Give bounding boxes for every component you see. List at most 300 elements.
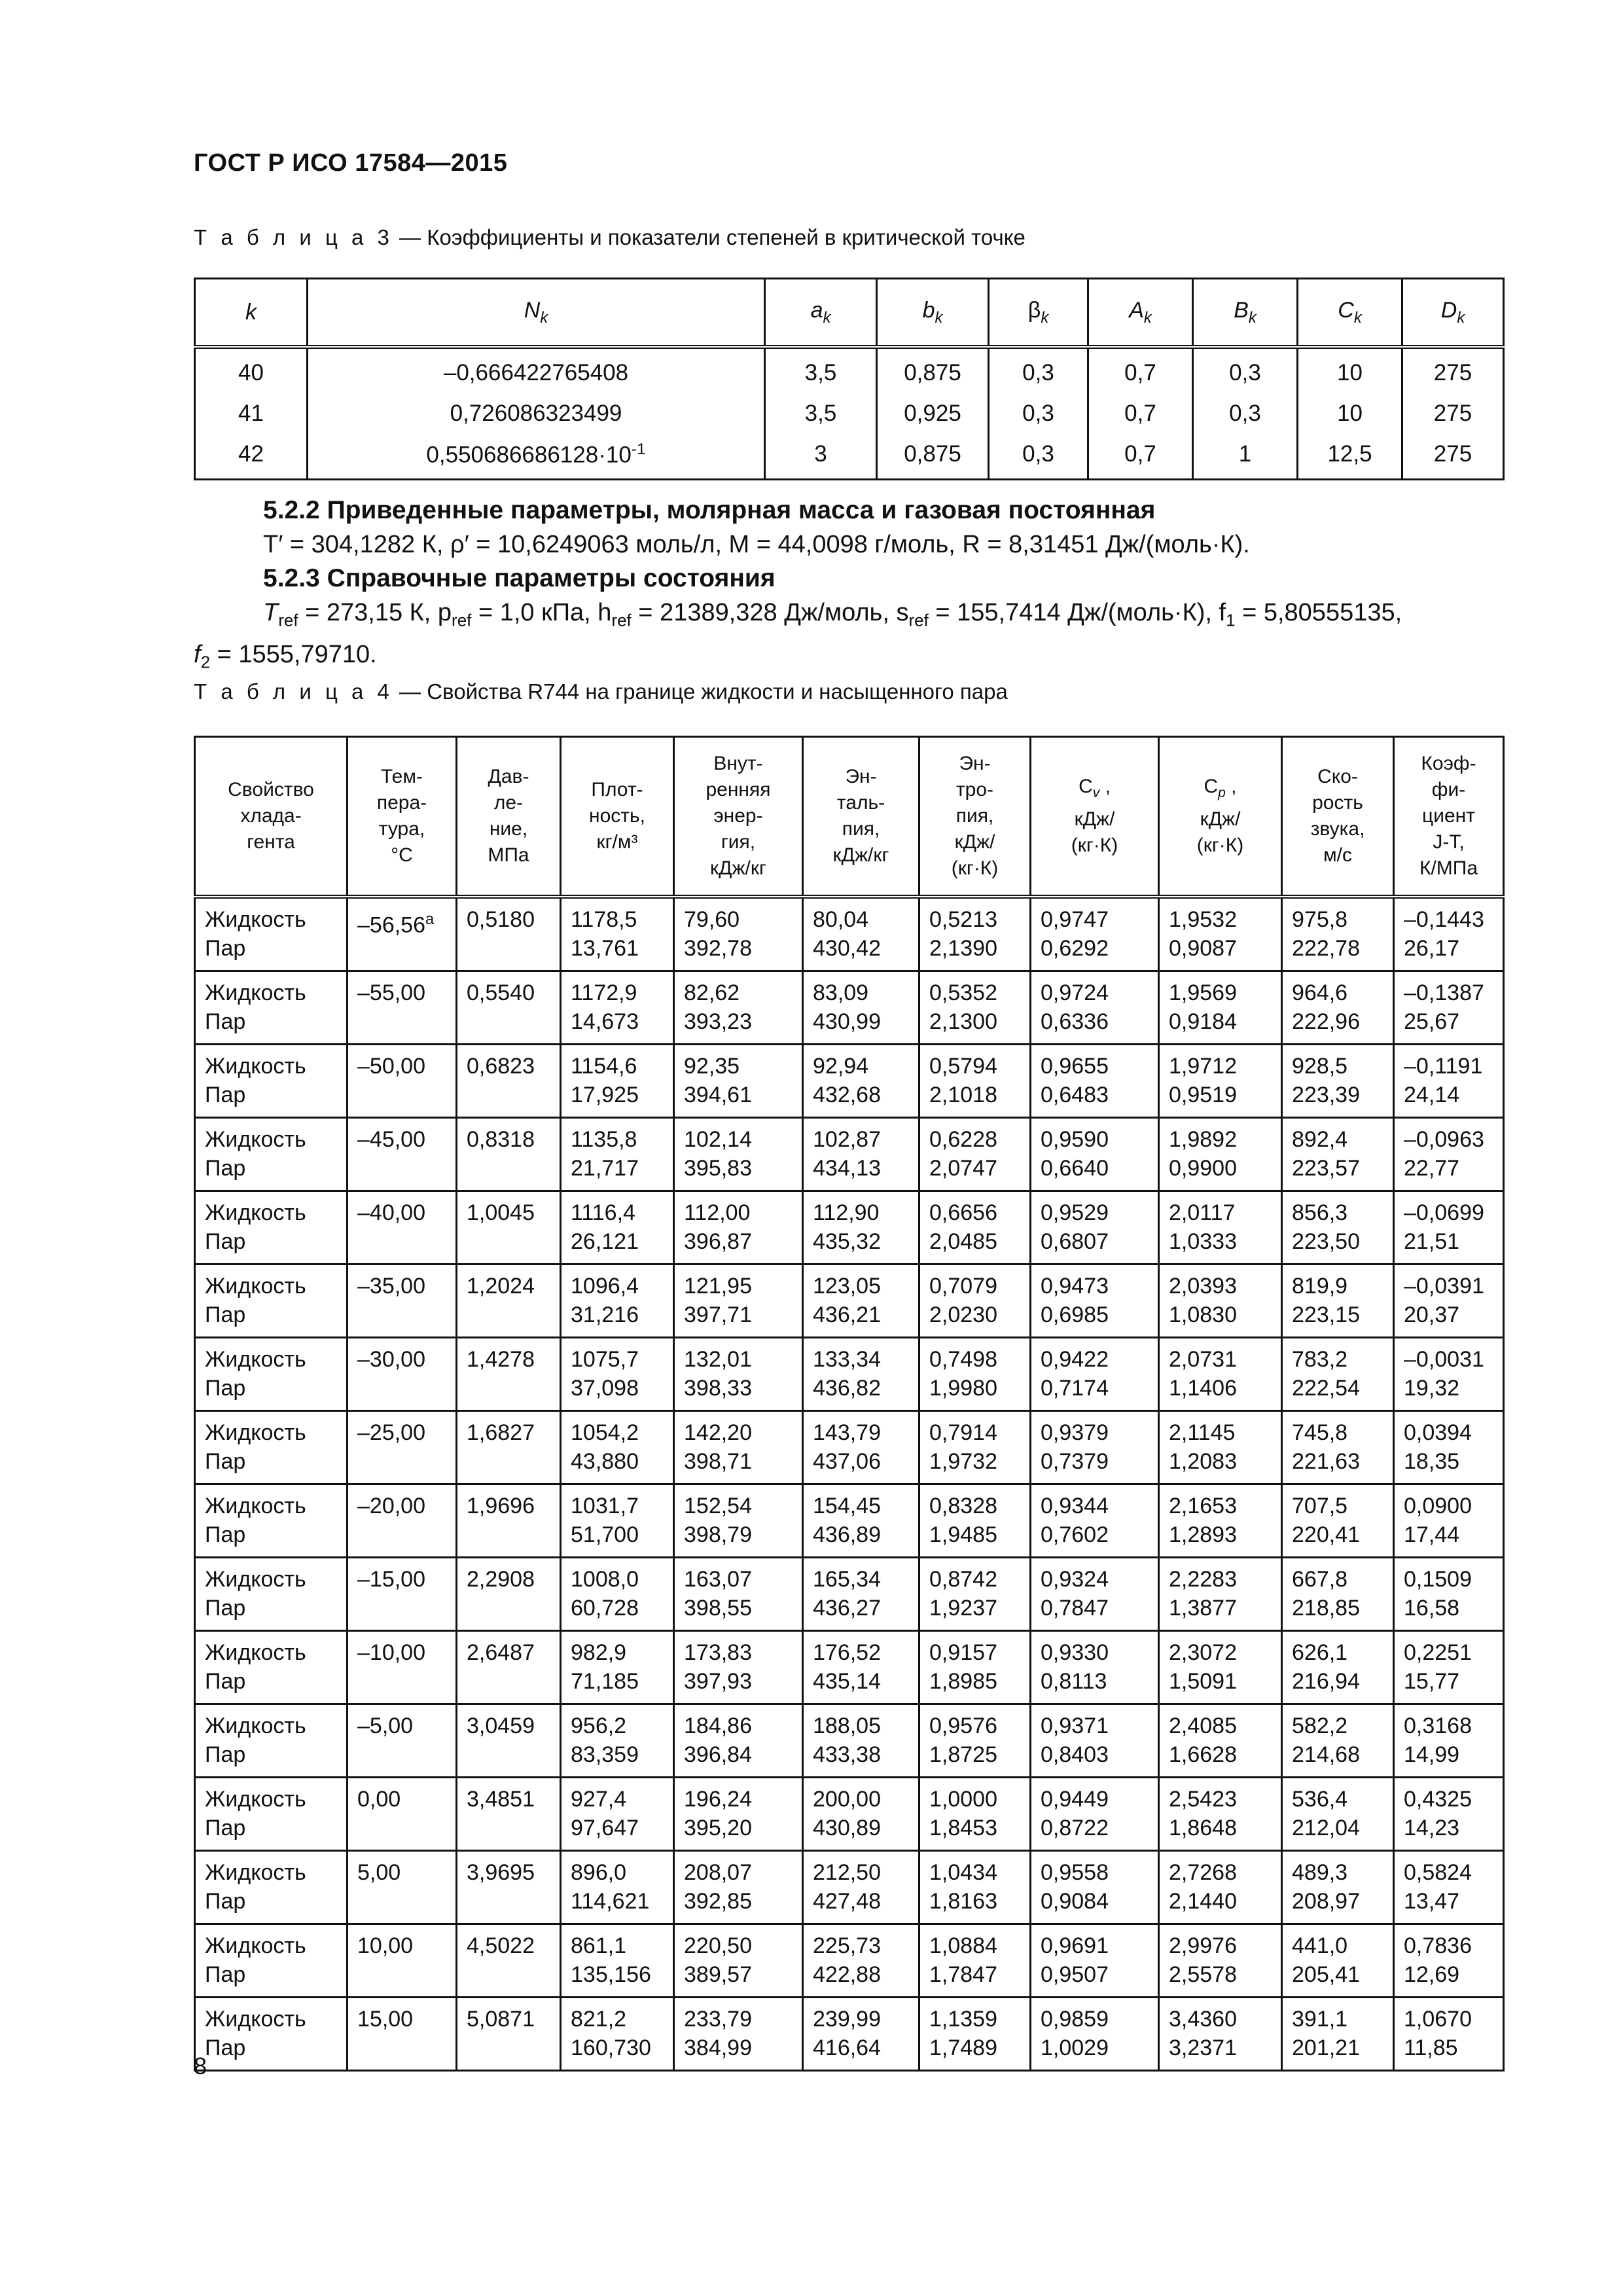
header-sound-speed <box>1282 737 1394 897</box>
sub-ref-h: ref <box>611 610 632 630</box>
rho-cell <box>561 1998 674 2071</box>
table-cell: 10 <box>1298 393 1402 434</box>
table-row <box>195 971 1504 1045</box>
u-vapor-value: 396,84 <box>684 1742 752 1767</box>
rho-liquid-value: 1008,0 <box>571 1567 639 1592</box>
temperature-value: 15,00 <box>357 2007 414 2032</box>
rho-cell <box>561 1484 674 1558</box>
jt-vapor-value: 15,77 <box>1404 1669 1460 1694</box>
state-cell <box>195 1998 348 2071</box>
state-cell <box>195 1558 348 1631</box>
u-vapor-value: 398,33 <box>684 1376 752 1401</box>
pressure-cell: 0,5540 <box>457 971 561 1045</box>
u-liquid-value: 79,60 <box>684 907 740 932</box>
header-line: Коэф- <box>1421 753 1476 774</box>
cv-cell <box>1031 1558 1159 1631</box>
jt-liquid-value: –0,0699 <box>1404 1200 1484 1225</box>
jt-vapor-value: 17,44 <box>1404 1522 1460 1547</box>
cp-liquid-value: 1,9892 <box>1169 1127 1237 1152</box>
header-line: энер- <box>713 805 763 827</box>
u-liquid-value: 173,83 <box>684 1640 752 1665</box>
header-C: C <box>1338 297 1354 323</box>
cv-liquid-value: 0,9473 <box>1041 1274 1109 1299</box>
s-vapor-value: 1,7489 <box>929 2036 997 2060</box>
w-cell <box>1282 1191 1394 1265</box>
pressure-cell: 0,8318 <box>457 1118 561 1191</box>
rho-vapor-value: 114,621 <box>571 1889 650 1914</box>
rho-vapor-value: 14,673 <box>571 1009 639 1034</box>
state-vapor: Пар <box>205 1302 246 1327</box>
header-line: пия, <box>842 818 880 840</box>
s-cell <box>919 971 1031 1045</box>
state-cell <box>195 1191 348 1265</box>
s-liquid-value: 0,6656 <box>929 1200 997 1225</box>
jt-vapor-value: 25,67 <box>1404 1009 1460 1034</box>
text-t: = 273,15 К, p <box>298 599 452 626</box>
cv-vapor-value: 1,0029 <box>1041 2036 1109 2060</box>
header-A: A <box>1129 297 1144 323</box>
h-vapor-value: 430,89 <box>813 1816 881 1840</box>
h-vapor-value: 430,99 <box>813 1009 881 1034</box>
s-vapor-value: 1,9237 <box>929 1596 997 1621</box>
table-cell: 0,7 <box>1088 347 1193 393</box>
rho-cell <box>561 1778 674 1851</box>
jt-liquid-value: 0,2251 <box>1404 1640 1472 1665</box>
jt-cell <box>1394 1924 1504 1998</box>
rho-liquid-value: 927,4 <box>571 1787 627 1812</box>
s-liquid-value: 0,9157 <box>929 1640 997 1665</box>
cp-vapor-value: 1,0333 <box>1169 1229 1237 1254</box>
rho-cell <box>561 1924 674 1998</box>
h-cell <box>803 1851 919 1924</box>
s-liquid-value: 0,8742 <box>929 1567 997 1592</box>
jt-liquid-value: 1,0670 <box>1404 2007 1472 2032</box>
w-liquid-value: 975,8 <box>1292 907 1348 932</box>
temperature-cell <box>348 971 457 1045</box>
cp-cell <box>1159 1998 1282 2071</box>
w-liquid-value: 626,1 <box>1292 1640 1348 1665</box>
temperature-cell <box>348 1998 457 2071</box>
rho-vapor-value: 37,098 <box>571 1376 639 1401</box>
cv-liquid-value: 0,9324 <box>1041 1567 1109 1592</box>
state-cell <box>195 1118 348 1191</box>
cp-vapor-value: 1,2893 <box>1169 1522 1237 1547</box>
table-cell: 0,3 <box>989 347 1088 393</box>
cp-liquid-value: 2,1653 <box>1169 1494 1237 1518</box>
jt-liquid-value: –0,1443 <box>1404 907 1484 932</box>
rho-vapor-value: 97,647 <box>571 1816 639 1840</box>
table-row <box>195 1045 1504 1118</box>
state-liquid: Жидкость <box>205 1787 306 1812</box>
cp-vapor-value: 1,1406 <box>1169 1376 1237 1401</box>
jt-liquid-value: –0,0391 <box>1404 1274 1484 1299</box>
header-line: ренняя <box>705 779 771 800</box>
w-liquid-value: 745,8 <box>1292 1420 1348 1445</box>
temperature-cell <box>348 1851 457 1924</box>
state-cell <box>195 1631 348 1704</box>
h-liquid-value: 200,00 <box>813 1787 881 1812</box>
table-row <box>195 1338 1504 1411</box>
h-liquid-value: 154,45 <box>813 1494 881 1518</box>
w-liquid-value: 707,5 <box>1292 1494 1348 1518</box>
jt-vapor-value: 14,99 <box>1404 1742 1460 1767</box>
cp-vapor-value: 2,5578 <box>1169 1962 1237 1987</box>
s-liquid-value: 1,1359 <box>929 2007 997 2032</box>
header-cv <box>1031 737 1159 897</box>
jt-cell <box>1394 897 1504 971</box>
s-cell <box>919 1631 1031 1704</box>
rho-vapor-value: 71,185 <box>571 1669 639 1694</box>
header-internal-energy <box>674 737 803 897</box>
temperature-value: –35,00 <box>357 1274 425 1299</box>
w-vapor-value: 216,94 <box>1292 1669 1360 1694</box>
table-row <box>195 1924 1504 1998</box>
header-pressure <box>457 737 561 897</box>
h-liquid-value: 123,05 <box>813 1274 881 1299</box>
document-header: ГОСТ Р ИСО 17584—2015 <box>194 149 508 177</box>
cp-cell <box>1159 1778 1282 1851</box>
cv-liquid-value: 0,9344 <box>1041 1494 1109 1518</box>
h-cell <box>803 1265 919 1338</box>
header-line: Ско- <box>1317 766 1358 787</box>
w-vapor-value: 208,97 <box>1292 1889 1360 1914</box>
u-cell <box>674 1851 803 1924</box>
table-cell: 0,3 <box>1193 393 1298 434</box>
rho-liquid-value: 896,0 <box>571 1860 627 1885</box>
u-liquid-value: 163,07 <box>684 1567 752 1592</box>
temperature-cell <box>348 1778 457 1851</box>
table3-col-b <box>877 279 989 348</box>
jt-cell <box>1394 971 1504 1045</box>
w-vapor-value: 218,85 <box>1292 1596 1360 1621</box>
header-line: хлада- <box>240 805 302 827</box>
header-line: гия, <box>721 831 756 853</box>
header-line: К/МПа <box>1419 857 1478 879</box>
jt-vapor-value: 14,23 <box>1404 1816 1460 1840</box>
u-vapor-value: 395,20 <box>684 1816 752 1840</box>
jt-cell <box>1394 1265 1504 1338</box>
pressure-cell: 4,5022 <box>457 1924 561 1998</box>
s-liquid-value: 0,6228 <box>929 1127 997 1152</box>
u-vapor-value: 393,23 <box>684 1009 752 1034</box>
u-vapor-value: 398,71 <box>684 1449 752 1474</box>
u-liquid-value: 220,50 <box>684 1933 752 1958</box>
state-liquid: Жидкость <box>205 980 306 1005</box>
header-beta: β <box>1027 297 1041 323</box>
n42-mantissa: 0,550686686128·10 <box>426 442 632 468</box>
h-vapor-value: 436,82 <box>813 1376 881 1401</box>
s-liquid-value: 0,9576 <box>929 1713 997 1738</box>
cp-cell <box>1159 1484 1282 1558</box>
rho-cell <box>561 1338 674 1411</box>
s-liquid-value: 0,8328 <box>929 1494 997 1518</box>
rho-liquid-value: 1172,9 <box>571 980 637 1005</box>
state-liquid: Жидкость <box>205 1274 306 1299</box>
u-liquid-value: 184,86 <box>684 1713 752 1738</box>
u-liquid-value: 112,00 <box>684 1200 751 1225</box>
state-vapor: Пар <box>205 1889 246 1914</box>
s-cell <box>919 1778 1031 1851</box>
table4-caption-prefix: Т а б л и ц а 4 <box>194 679 393 704</box>
state-vapor: Пар <box>205 2036 246 2060</box>
table-row <box>195 1265 1504 1338</box>
s-liquid-value: 0,5352 <box>929 980 997 1005</box>
pressure-cell: 1,9696 <box>457 1484 561 1558</box>
cv-cell <box>1031 1998 1159 2071</box>
pressure-cell: 0,5180 <box>457 897 561 971</box>
w-vapor-value: 214,68 <box>1292 1742 1360 1767</box>
cp-liquid-value: 1,9532 <box>1169 907 1237 932</box>
table3-col-C <box>1298 279 1402 348</box>
h-liquid-value: 165,34 <box>813 1567 881 1592</box>
temperature-value: 5,00 <box>357 1860 401 1885</box>
temperature-value: –50,00 <box>357 1054 425 1079</box>
rho-liquid-value: 861,1 <box>571 1933 627 1958</box>
state-liquid: Жидкость <box>205 1200 306 1225</box>
table3-col-D <box>1402 279 1504 348</box>
w-liquid-value: 536,4 <box>1292 1787 1348 1812</box>
table-cell: 0,7 <box>1088 393 1193 434</box>
header-line: ле- <box>493 792 524 814</box>
u-cell <box>674 1191 803 1265</box>
table-cell: 0,3 <box>989 393 1088 434</box>
state-liquid: Жидкость <box>205 1933 306 1958</box>
table-cell: 3,5 <box>765 393 877 434</box>
header-n: N <box>524 297 541 323</box>
table-cell: 0,925 <box>877 393 989 434</box>
temperature-cell <box>348 1191 457 1265</box>
state-vapor: Пар <box>205 1449 246 1474</box>
u-vapor-value: 398,79 <box>684 1522 752 1547</box>
table4-header-row <box>195 737 1504 897</box>
header-enthalpy <box>803 737 919 897</box>
rho-cell <box>561 1704 674 1778</box>
jt-vapor-value: 13,47 <box>1404 1889 1460 1914</box>
jt-cell <box>1394 1191 1504 1265</box>
cp-vapor-value: 0,9900 <box>1169 1156 1237 1181</box>
w-cell <box>1282 1558 1394 1631</box>
header-entropy <box>919 737 1031 897</box>
pressure-cell: 1,6827 <box>457 1411 561 1484</box>
rho-vapor-value: 17,925 <box>571 1083 639 1107</box>
w-liquid-value: 667,8 <box>1292 1567 1348 1592</box>
header-line: кДж/ <box>1074 808 1115 830</box>
pressure-cell: 2,6487 <box>457 1631 561 1704</box>
u-vapor-value: 389,57 <box>684 1962 752 1987</box>
cv-vapor-value: 0,7174 <box>1041 1376 1109 1401</box>
table-cell: 42 <box>195 434 308 480</box>
table-cell: 0,7 <box>1088 434 1193 480</box>
table-row <box>195 1778 1504 1851</box>
w-cell <box>1282 1704 1394 1778</box>
cp-cell <box>1159 1045 1282 1118</box>
s-vapor-value: 1,8725 <box>929 1742 997 1767</box>
table3-col-A <box>1088 279 1193 348</box>
u-cell <box>674 1045 803 1118</box>
header-a: a <box>810 297 823 323</box>
header-cp <box>1159 737 1282 897</box>
cp-liquid-value: 2,2283 <box>1169 1567 1237 1592</box>
s-cell <box>919 1338 1031 1411</box>
u-vapor-value: 398,55 <box>684 1596 752 1621</box>
u-vapor-value: 392,78 <box>684 936 752 961</box>
u-liquid-value: 121,95 <box>684 1274 752 1299</box>
table-row <box>195 1631 1504 1704</box>
table-row <box>195 1484 1504 1558</box>
s-vapor-value: 1,8163 <box>929 1889 997 1914</box>
cv-cell <box>1031 1191 1159 1265</box>
header-jt-coefficient <box>1394 737 1504 897</box>
w-cell <box>1282 1778 1394 1851</box>
header-B-sub: k <box>1248 308 1257 327</box>
cp-vapor-value: 0,9087 <box>1169 936 1237 961</box>
u-cell <box>674 1558 803 1631</box>
rho-liquid-value: 1178,5 <box>571 907 637 932</box>
cp-cell <box>1159 1338 1282 1411</box>
cv-cell <box>1031 1924 1159 1998</box>
jt-cell <box>1394 1411 1504 1484</box>
jt-cell <box>1394 1045 1504 1118</box>
cp-cell <box>1159 1265 1282 1338</box>
cv-vapor-value: 0,9507 <box>1041 1962 1109 1987</box>
w-cell <box>1282 1411 1394 1484</box>
s-cell <box>919 897 1031 971</box>
sub-ref-p: ref <box>452 610 472 630</box>
cp-vapor-value: 1,8648 <box>1169 1816 1237 1840</box>
w-cell <box>1282 1998 1394 2071</box>
state-vapor: Пар <box>205 1816 246 1840</box>
state-liquid: Жидкость <box>205 1567 306 1592</box>
temperature-cell <box>348 1118 457 1191</box>
jt-vapor-value: 20,37 <box>1404 1302 1460 1327</box>
header-D-sub: k <box>1457 308 1465 327</box>
h-vapor-value: 435,32 <box>813 1229 881 1254</box>
cv-cell <box>1031 1851 1159 1924</box>
state-vapor: Пар <box>205 1522 246 1547</box>
temperature-cell <box>348 1631 457 1704</box>
table-row <box>195 1118 1504 1191</box>
rho-vapor-value: 26,121 <box>571 1229 639 1254</box>
temperature-value: 10,00 <box>357 1933 414 1958</box>
rho-vapor-value: 31,216 <box>571 1302 639 1327</box>
s-liquid-value: 0,7079 <box>929 1274 997 1299</box>
cp-cell <box>1159 897 1282 971</box>
h-liquid-value: 176,52 <box>813 1640 881 1665</box>
temperature-value: –56,56 <box>357 912 425 938</box>
header-line: пия, <box>955 805 994 827</box>
jt-liquid-value: 0,7836 <box>1404 1933 1472 1958</box>
cp-vapor-value: 1,6628 <box>1169 1742 1237 1767</box>
s-vapor-value: 1,9732 <box>929 1449 997 1474</box>
cv-cell <box>1031 1778 1159 1851</box>
jt-liquid-value: 0,3168 <box>1404 1713 1472 1738</box>
h-liquid-value: 143,79 <box>813 1420 881 1445</box>
header-line: (кг·К) <box>951 857 999 879</box>
header-line: J-T, <box>1433 831 1465 853</box>
cp-liquid-value: 2,7268 <box>1169 1860 1237 1885</box>
table3-col-B <box>1193 279 1298 348</box>
header-line: звука, <box>1310 818 1365 840</box>
w-liquid-value: 783,2 <box>1292 1347 1348 1372</box>
cv-cell <box>1031 1118 1159 1191</box>
cp-liquid-value: 2,0731 <box>1169 1347 1237 1372</box>
s-vapor-value: 1,9980 <box>929 1376 997 1401</box>
temperature-value: –20,00 <box>357 1494 425 1518</box>
table-row <box>195 347 1504 393</box>
rho-vapor-value: 60,728 <box>571 1596 639 1621</box>
rho-vapor-value: 51,700 <box>571 1522 639 1547</box>
cp-cell <box>1159 1851 1282 1924</box>
cp-cell <box>1159 1191 1282 1265</box>
header-line: °С <box>391 844 413 866</box>
pressure-cell: 1,4278 <box>457 1338 561 1411</box>
table3-col-beta <box>989 279 1088 348</box>
cv-cell <box>1031 1704 1159 1778</box>
sub-f2: 2 <box>200 652 211 672</box>
header-line: Свойство <box>228 779 314 800</box>
w-vapor-value: 222,96 <box>1292 1009 1360 1034</box>
cp-liquid-value: 2,0393 <box>1169 1274 1237 1299</box>
header-line: Эн- <box>845 766 877 787</box>
jt-liquid-value: –0,1191 <box>1404 1054 1483 1079</box>
cv-vapor-value: 0,8722 <box>1041 1816 1109 1840</box>
temperature-value: 0,00 <box>357 1787 401 1812</box>
rho-liquid-value: 982,9 <box>571 1640 627 1665</box>
header-b-sub: k <box>935 308 943 327</box>
rho-cell <box>561 1851 674 1924</box>
table4-caption-text: — Свойства R744 на границе жидкости и насыщенного пара <box>393 679 1008 704</box>
cp-vapor-value: 1,3877 <box>1169 1596 1237 1621</box>
u-liquid-value: 82,62 <box>684 980 740 1005</box>
state-cell <box>195 1778 348 1851</box>
sub-ref-s: ref <box>908 610 929 630</box>
w-cell <box>1282 1265 1394 1338</box>
table-cell: 0,3 <box>1193 347 1298 393</box>
u-vapor-value: 397,71 <box>684 1302 752 1327</box>
u-cell <box>674 1118 803 1191</box>
cv-liquid-value: 0,9724 <box>1041 980 1109 1005</box>
h-vapor-value: 437,06 <box>813 1449 881 1474</box>
h-cell <box>803 1631 919 1704</box>
jt-cell <box>1394 1484 1504 1558</box>
table-cell: 0,3 <box>989 434 1088 480</box>
h-cell <box>803 1191 919 1265</box>
state-cell <box>195 1704 348 1778</box>
rho-cell <box>561 1558 674 1631</box>
s-vapor-value: 2,0747 <box>929 1156 997 1181</box>
s-cell <box>919 1118 1031 1191</box>
s-liquid-value: 0,5213 <box>929 907 997 932</box>
u-liquid-value: 196,24 <box>684 1787 752 1812</box>
table3-col-a <box>765 279 877 348</box>
text-p: = 1,0 кПа, h <box>471 599 612 626</box>
cp-vapor-value: 3,2371 <box>1169 2036 1237 2060</box>
rho-liquid-value: 1116,4 <box>571 1200 635 1225</box>
table3-caption <box>194 225 1026 250</box>
h-cell <box>803 1924 919 1998</box>
s-cell <box>919 1998 1031 2071</box>
header-n-sub: k <box>540 308 548 327</box>
section-5-2-3-params-line1 <box>194 596 1503 637</box>
header-k: k <box>245 299 257 325</box>
cv-cell <box>1031 1265 1159 1338</box>
w-liquid-value: 391,1 <box>1292 2007 1348 2032</box>
s-vapor-value: 1,7847 <box>929 1962 997 1987</box>
rho-liquid-value: 956,2 <box>571 1713 627 1738</box>
table-cell: 1 <box>1193 434 1298 480</box>
cv-liquid-value: 0,9655 <box>1041 1054 1109 1079</box>
state-cell <box>195 1924 348 1998</box>
